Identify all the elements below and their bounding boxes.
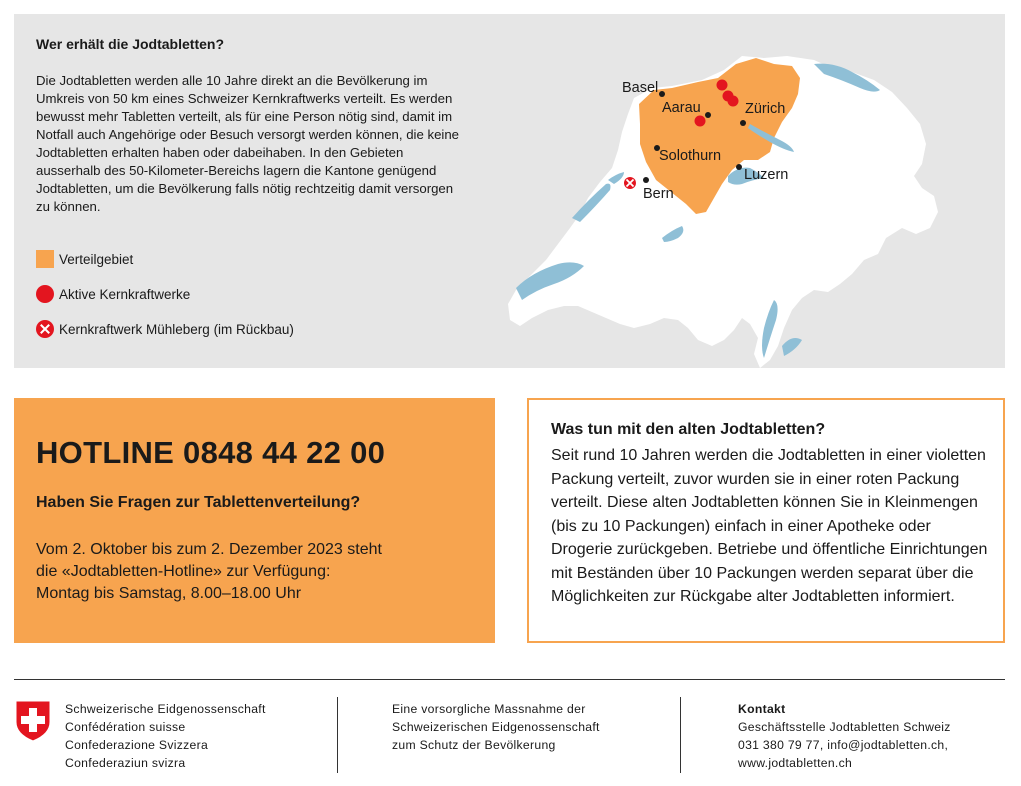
muehleberg-marker	[624, 177, 636, 189]
legend-label: Aktive Kernkraftwerke	[59, 286, 191, 302]
contact-title: Kontakt	[738, 702, 786, 716]
footer-contact	[738, 700, 951, 772]
switzerland-map	[502, 28, 942, 382]
old-tablets-body: Seit rund 10 Jahren werden die Jodtabletten in einer violetten Packung verteilt, zuvor wurden sie in einer roten Packung verteilt. Diese alten Jodtabletten können Sie in Kleinmengen (bis zu 10 Packungen) einfach in einer Apotheke oder Drogerie zurückgeben. Betriebe und öffentliche Einrichtungen mit Beständen über 10 Packungen werden separat über die Möglichkeiten zur Rückgabe alter Jodtabletten informiert.	[551, 447, 988, 605]
hotline-subtitle: Haben Sie Fragen zur Tablettenverteilung?	[36, 494, 361, 511]
nuclear-plant-marker	[728, 96, 739, 107]
info-body: Die Jodtabletten werden alle 10 Jahre direkt an die Bevölkerung im Umkreis von 50 km eines Schweizer Kernkraftwerks verteilt. Es werden bewusst mehr Tabletten verteilt, als für eine Person nötig sind, damit im Notfall auch Angehörige oder Besuch versorgt werden können, die keine Jodtabletten erhalten haben oder dabeihaben. In den Gebieten ausserhalb des 50-Kilometer-Bereichs lagern die Kantone genügend Jodtabletten, um die Bevölkerung falls nötig rechtzeitig damit versorgen zu können.	[36, 73, 460, 214]
info-panel	[14, 14, 1005, 368]
city-dot-aarau	[705, 112, 711, 118]
hotline-box	[14, 398, 495, 643]
footer-measure	[392, 700, 600, 754]
orange-square-icon	[36, 250, 54, 268]
footer-line: Schweizerischen Eidgenossenschaft	[392, 720, 600, 734]
city-dot-bern	[643, 177, 649, 183]
hotline-title: HOTLINE 0848 44 22 00	[36, 435, 386, 470]
contact-line: Geschäftsstelle Jodtabletten Schweiz	[738, 720, 951, 734]
footer-column-divider	[337, 697, 338, 773]
legend-label: Kernkraftwerk Mühleberg (im Rückbau)	[59, 321, 294, 337]
red-cross-circle-icon	[36, 320, 54, 338]
footer-divider-line	[14, 679, 1005, 680]
city-label-solothurn: Solothurn	[659, 148, 722, 164]
map-legend	[36, 250, 294, 355]
city-label-bern: Bern	[643, 186, 674, 202]
city-dot-luzern	[736, 164, 742, 170]
city-label-aarau: Aarau	[662, 100, 701, 116]
nuclear-plant-marker	[695, 116, 706, 127]
footer-confederation	[65, 700, 266, 772]
footer-line: Confédération suisse	[65, 720, 186, 734]
hotline-line: die «Jodtabletten-Hotline» zur Verfügung:	[36, 563, 331, 580]
city-label-zuerich: Zürich	[745, 101, 786, 117]
city-label-basel: Basel	[622, 80, 659, 96]
footer-line: Confederazione Svizzera	[65, 738, 209, 752]
city-dot-zuerich	[740, 120, 746, 126]
legend-label: Verteilgebiet	[59, 251, 134, 267]
contact-line: 031 380 79 77, info@jodtabletten.ch,	[738, 738, 949, 752]
legend-item-active-plants	[36, 285, 294, 303]
old-tablets-title: Was tun mit den alten Jodtabletten?	[551, 421, 826, 438]
red-dot-icon	[36, 285, 54, 303]
city-dot-basel	[659, 91, 665, 97]
legend-item-distribution-area	[36, 250, 294, 268]
old-tablets-box	[527, 398, 1005, 643]
footer-line: Eine vorsorgliche Massnahme der	[392, 702, 586, 716]
footer-line: zum Schutz der Bevölkerung	[392, 738, 556, 752]
swiss-coat-of-arms-icon	[15, 700, 51, 742]
nuclear-plant-marker	[717, 80, 728, 91]
legend-item-muehleberg	[36, 320, 294, 338]
hotline-line: Montag bis Samstag, 8.00–18.00 Uhr	[36, 585, 302, 602]
footer-line: Schweizerische Eidgenossenschaft	[65, 702, 266, 716]
contact-link[interactable]: www.jodtabletten.ch	[738, 756, 853, 770]
footer-line: Confederaziun svizra	[65, 756, 186, 770]
footer-column-divider	[680, 697, 681, 773]
hotline-line: Vom 2. Oktober bis zum 2. Dezember 2023 steht	[36, 541, 382, 558]
lake-lugano	[782, 338, 802, 356]
city-label-luzern: Luzern	[744, 167, 789, 183]
info-title: Wer erhält die Jodtabletten?	[36, 36, 224, 52]
hotline-text	[36, 539, 476, 605]
